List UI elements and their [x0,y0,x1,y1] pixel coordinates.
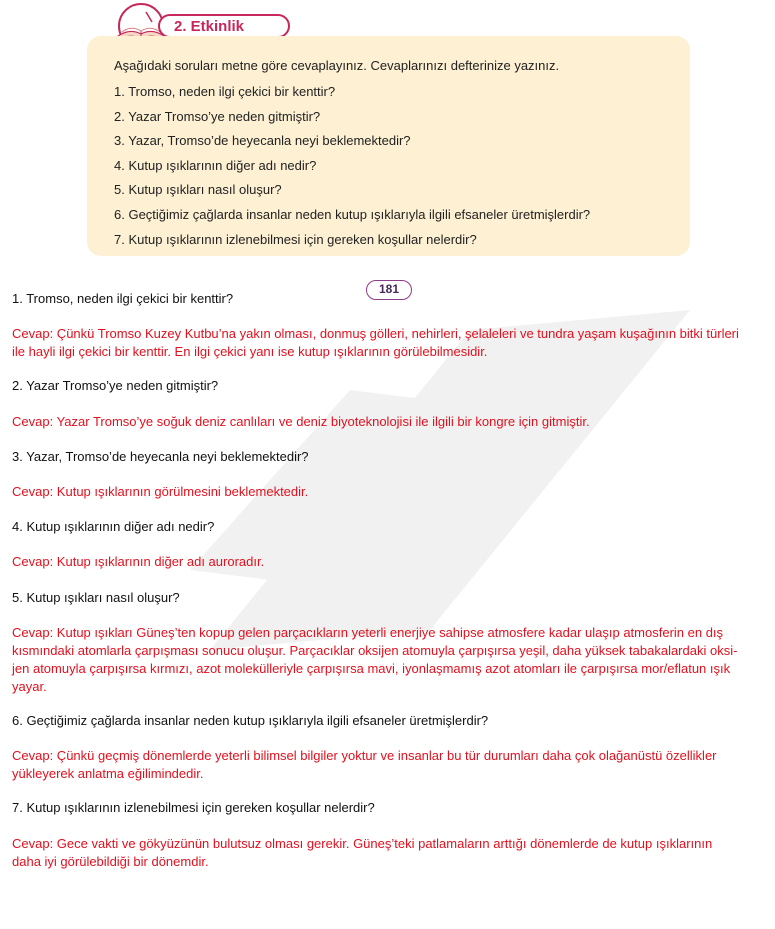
activity-question: 6. Geçtiğimiz çağlarda insanlar neden kutup ışıklarıyla ilgili efsaneler üretmişlerdir? [114,206,591,222]
activity-instruction: Aşağıdaki soruları metne göre cevaplayınız. Cevaplarınızı defterinize yazınız. [114,58,560,73]
activity-title-badge [158,14,290,38]
answer-line: jen atomuyla çarpışırsa kırmızı, azot molekülleriyle çarpışırsa mavi, iyonlaşmamış azot atomları ile çarpışırsa mor/eflatun ışık [12,661,731,676]
activity-question: 1. Tromso, neden ilgi çekici bir kenttir? [114,84,336,99]
activity-question-list [114,83,590,255]
answer-line: yükleyerek anlatma eğilimindedir. [12,766,204,781]
answer-line: Cevap: Çünkü geçmiş dönemlerde yeterli bilimsel bilgiler yoktur ve insanlar bu tür durumları daha çok olağanüstü özellikler [12,748,717,763]
activity-question: 4. Kutup ışıklarının diğer adı nedir? [114,157,317,173]
activity-box [87,36,690,256]
answer-line: kısmındaki atomlarla çarpışması sonucu oluşur. Parçacıklar oksijen atomuyla çarpışırsa yeşil, daha yüksek tabakalardaki oksi- [12,643,738,658]
question-3: 3. Yazar, Tromso’de heyecanla neyi beklemektedir? [12,449,309,464]
answer-line: Cevap: Gece vakti ve gökyüzünün bulutsuz olması gerekir. Güneş’teki patlamaların arttığı dönemlerde de kutup ışıklarının [12,836,713,851]
answer-3 [12,483,767,501]
answer-7 [12,835,767,871]
question-2: 2. Yazar Tromso’ye neden gitmiştir? [12,378,219,393]
answer-line: ile hayli ilgi çekici bir kenttir. En ilgi çekici yanı ise kutup ışıklarının görülebilmesidir. [12,344,488,359]
answer-line: yayar. [12,679,47,694]
page-number-badge: 181 [366,280,412,300]
question-5: 5. Kutup ışıkları nasıl oluşur? [12,590,180,605]
activity-title: 2. Etkinlik [174,18,245,35]
answer-5 [12,624,767,696]
activity-question: 2. Yazar Tromso’ye neden gitmiştir? [114,108,321,124]
question-6: 6. Geçtiğimiz çağlarda insanlar neden kutup ışıklarıyla ilgili efsaneler üretmişlerdir? [12,713,489,728]
question-7: 7. Kutup ışıklarının izlenebilmesi için gereken koşullar nelerdir? [12,800,375,815]
answer-line: Cevap: Yazar Tromso’ye soğuk deniz canlıları ve deniz biyoteknolojisi ile ilgili bir kongre için gitmiştir. [12,414,590,429]
answer-4 [12,553,767,571]
activity-question: 7. Kutup ışıklarının izlenebilmesi için gereken koşullar nelerdir? [114,231,477,247]
answer-line: daha iyi görülebildiği bir dönemdir. [12,854,209,869]
answer-line: Cevap: Kutup ışıklarının diğer adı auroradır. [12,554,265,569]
question-4: 4. Kutup ışıklarının diğer adı nedir? [12,519,215,534]
question-1: 1. Tromso, neden ilgi çekici bir kenttir? [12,291,234,306]
answer-line: Cevap: Kutup ışıkları Güneş’ten kopup gelen parçacıkların yeterli enerjiye sahipse atmosfere kadar ulaşıp atmosferin en dış [12,625,724,640]
answer-line: Cevap: Kutup ışıklarının görülmesini beklemektedir. [12,484,309,499]
activity-question: 3. Yazar, Tromso’de heyecanla neyi beklemektedir? [114,133,411,149]
answer-2 [12,413,767,431]
answer-line: Cevap: Çünkü Tromso Kuzey Kutbu’na yakın olması, donmuş gölleri, nehirleri, şelaleleri ve tundra yaşam kuşağının bitki türleri [12,326,739,341]
activity-question: 5. Kutup ışıkları nasıl oluşur? [114,182,282,198]
answer-1 [12,325,767,361]
answer-6 [12,747,767,783]
